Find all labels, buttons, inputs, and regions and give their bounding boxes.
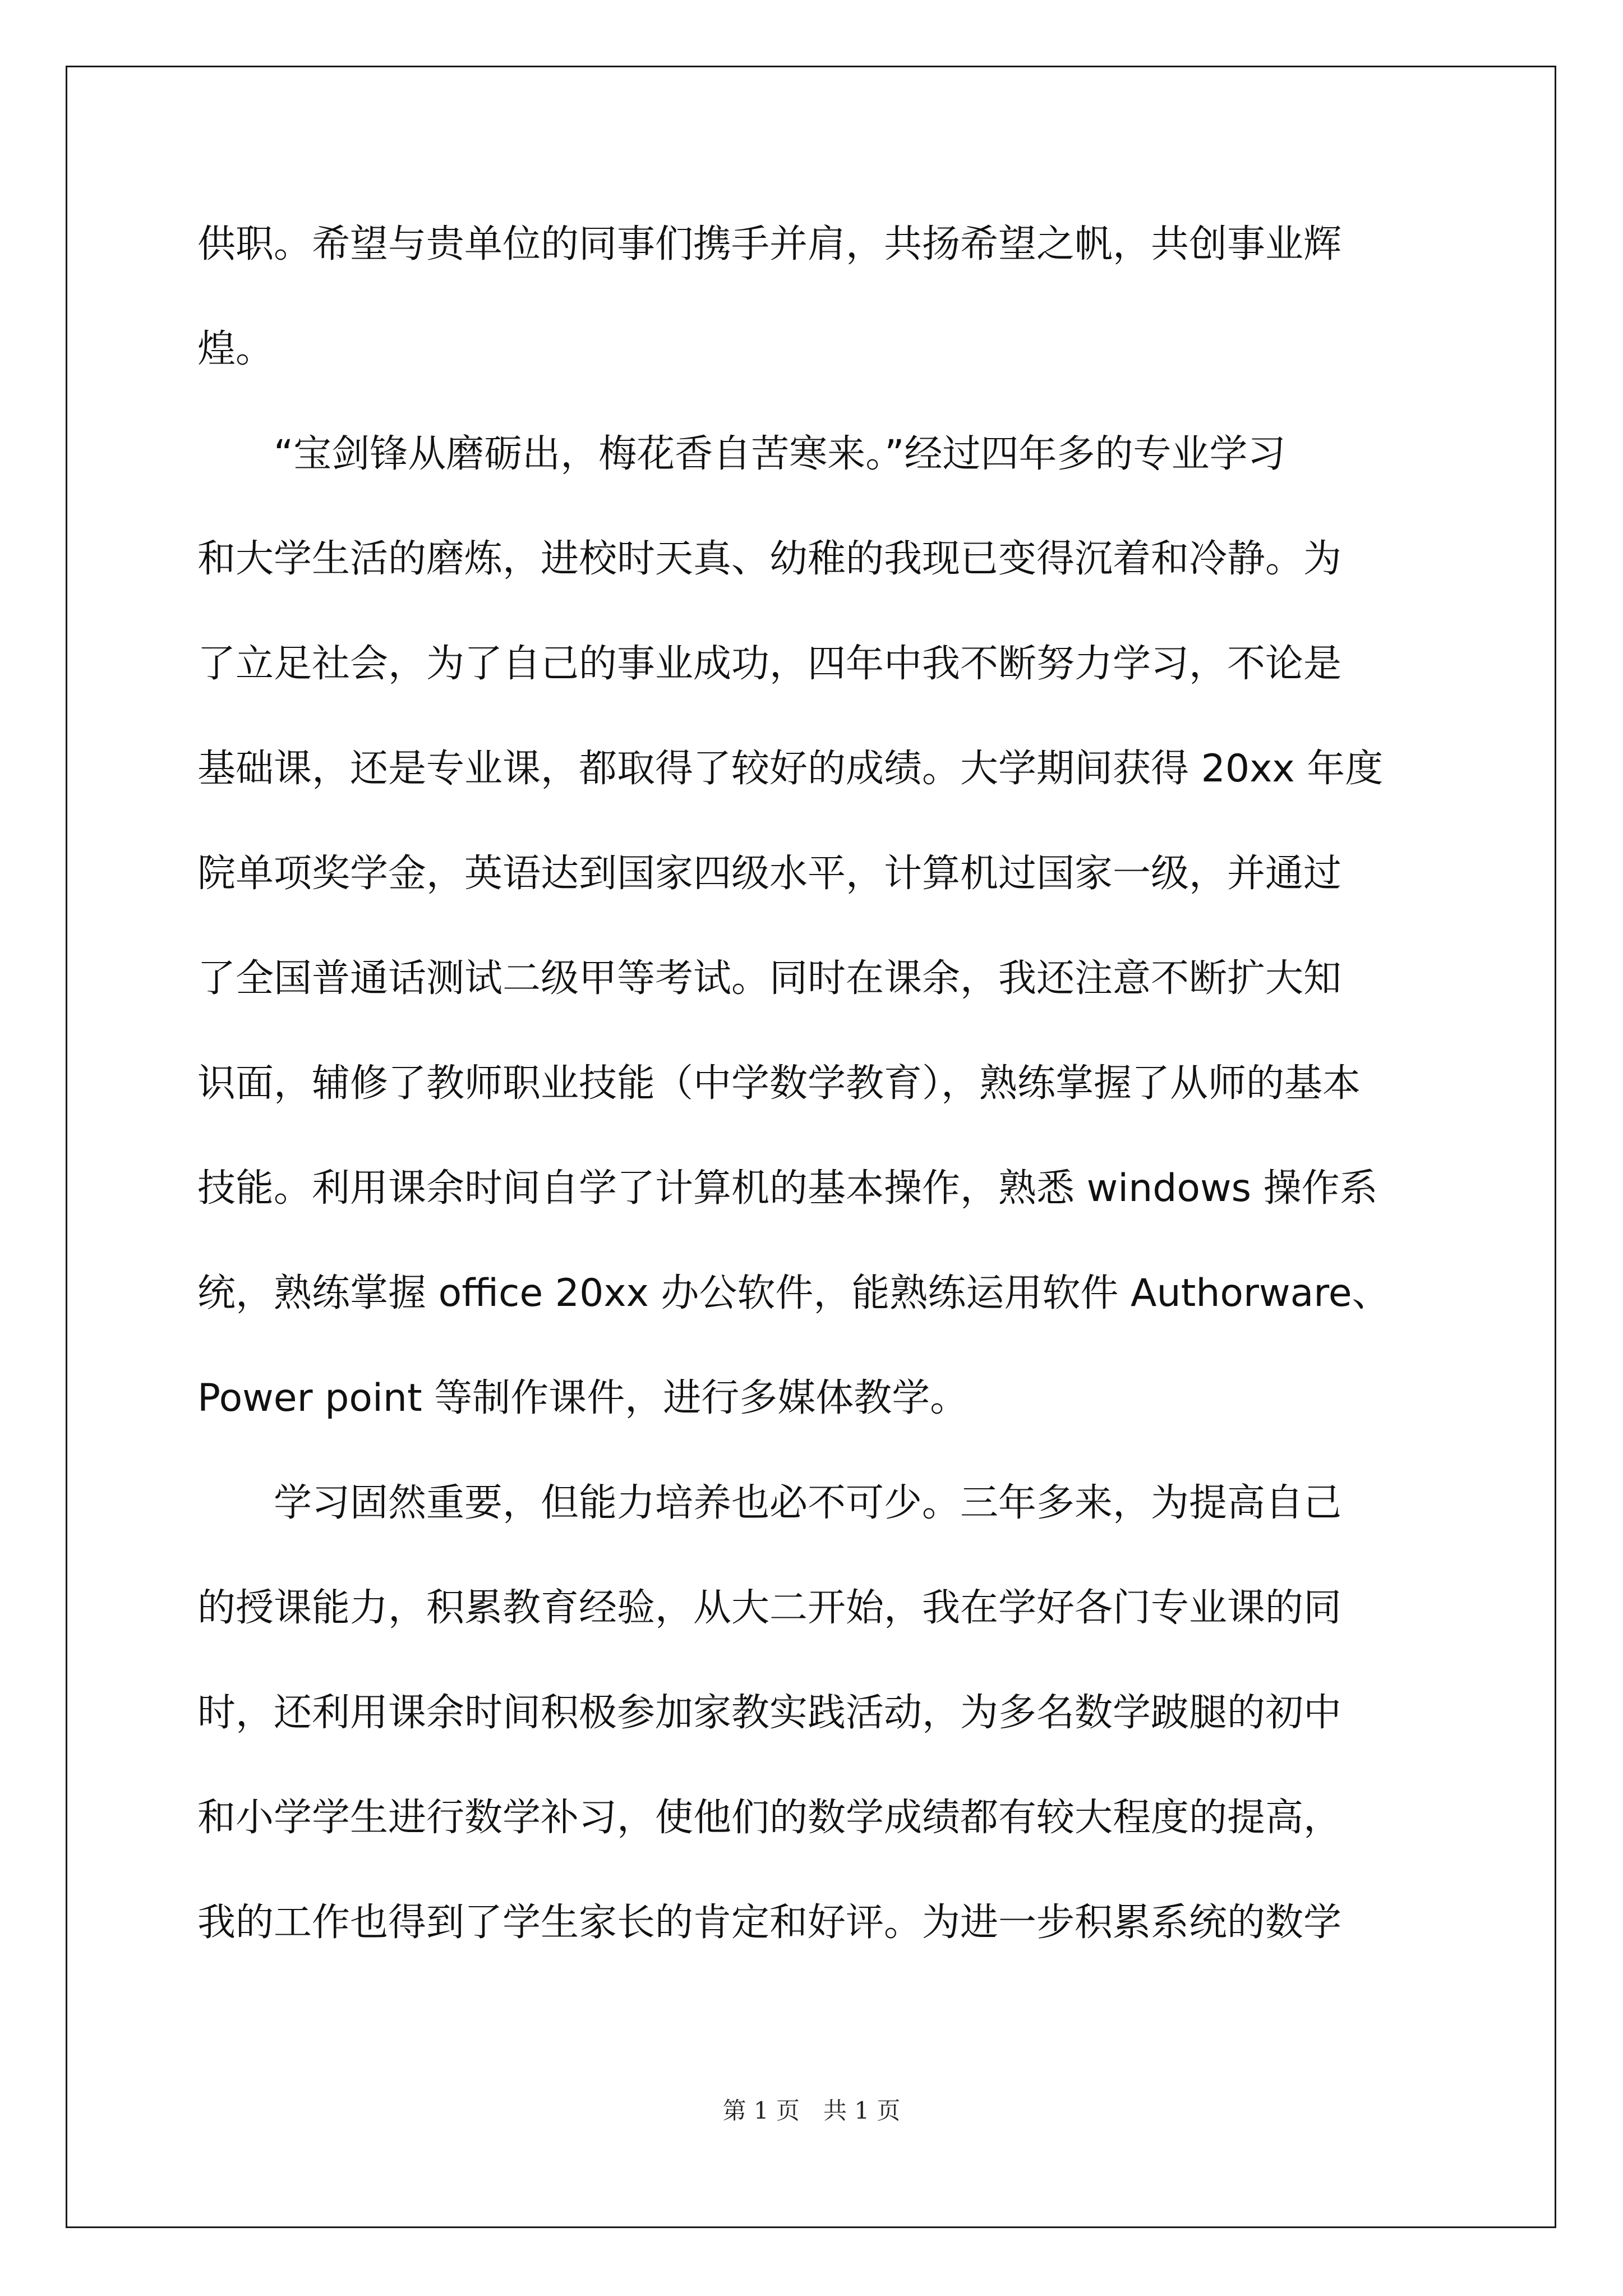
text-line: 时，还利用课余时间积极参加家教实践活动，为多名数学跛腿的初中 xyxy=(197,1691,1342,1735)
text-line: 和小学学生进行数学补习，使他们的数学成绩都有较大程度的提高， xyxy=(197,1796,1342,1840)
text-line: 基础课，还是专业课，都取得了较好的成绩。大学期间获得 20xx 年度 xyxy=(197,747,1384,791)
text-line: 院单项奖学金，英语达到国家四级水平，计算机过国家一级，并通过 xyxy=(197,852,1342,896)
text-line: 统，熟练掌握 office 20xx 办公软件，能熟练运用软件 Authorware、 xyxy=(197,1271,1390,1315)
text-line: 和大学生活的磨炼，进校时天真、幼稚的我现已变得沉着和冷静。为 xyxy=(197,537,1342,581)
text-line: “宝剑锋从磨砺出，梅花香自苦寒来。”经过四年多的专业学习 xyxy=(197,432,1286,476)
text-line: 煌。 xyxy=(197,327,274,371)
text-line: Power point 等制作课件，进行多媒体教学。 xyxy=(197,1376,969,1420)
text-line: 了立足社会，为了自己的事业成功，四年中我不断努力学习，不论是 xyxy=(197,642,1342,686)
text-line: 了全国普通话测试二级甲等考试。同时在课余，我还注意不断扩大知 xyxy=(197,956,1342,1001)
text-line: 学习固然重要，但能力培养也必不可少。三年多来，为提高自己 xyxy=(197,1481,1342,1525)
text-line: 我的工作也得到了学生家长的肯定和好评。为进一步积累系统的数学 xyxy=(197,1901,1342,1945)
text-line: 的授课能力，积累教育经验，从大二开始，我在学好各门专业课的同 xyxy=(197,1586,1342,1630)
page-footer: 第 1 页 共 1 页 xyxy=(722,2097,901,2124)
text-line: 供职。希望与贵单位的同事们携手并肩，共扬希望之帆，共创事业辉 xyxy=(197,222,1342,266)
text-line: 识面，辅修了教师职业技能（中学数学教育），熟练掌握了从师的基本 xyxy=(197,1061,1361,1106)
text-line: 技能。利用课余时间自学了计算机的基本操作，熟悉 windows 操作系 xyxy=(197,1166,1378,1211)
